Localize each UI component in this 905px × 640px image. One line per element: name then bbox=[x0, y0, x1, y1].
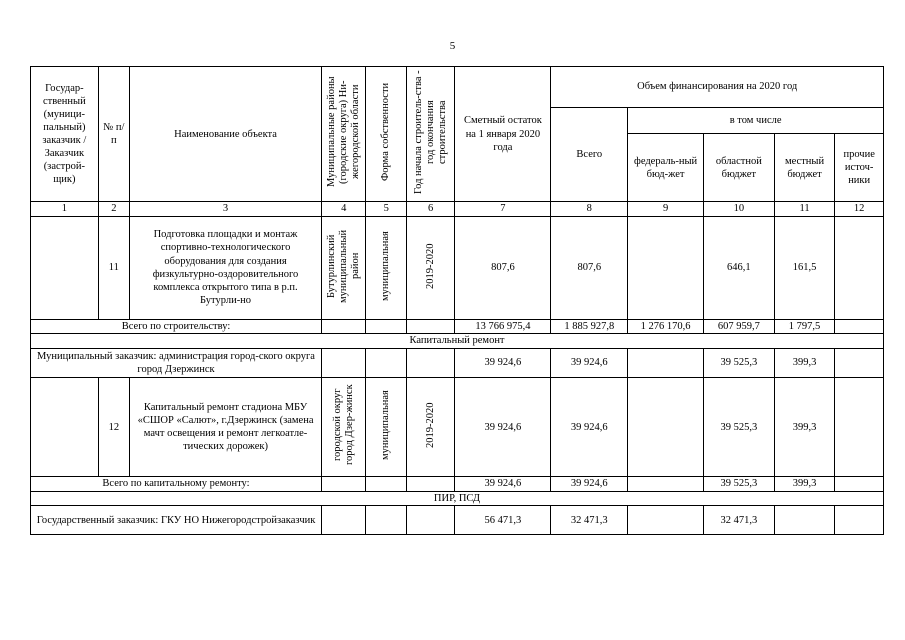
other-value bbox=[835, 378, 884, 477]
ownership: муниципальная bbox=[380, 230, 392, 301]
remaining-value: 39 924,6 bbox=[455, 477, 551, 492]
remaining-value: 13 766 975,4 bbox=[455, 319, 551, 334]
district: городской округ город Дзер-жинск bbox=[331, 384, 355, 466]
object-name: Капитальный ремонт стадиона МБУ «СШОР «Салют», г.Дзержинск (замена мачт освещения и ремонт легкоатле-тических дорожек) bbox=[130, 378, 322, 477]
empty-cell bbox=[628, 348, 704, 377]
regional-value: 39 525,3 bbox=[703, 378, 774, 477]
section-row bbox=[31, 491, 884, 506]
header-years-cell bbox=[406, 67, 455, 202]
row-number: 11 bbox=[98, 216, 129, 319]
header-customer: Государ-ственный (муници-пальный) заказчик / Заказчик (застрой-щик) bbox=[31, 67, 99, 202]
total-value: 32 471,3 bbox=[551, 506, 628, 535]
header-other: прочие источ-ники bbox=[835, 134, 884, 202]
header-total: Всего bbox=[551, 108, 628, 202]
regional-value: 39 525,3 bbox=[703, 348, 774, 377]
empty-cell bbox=[366, 319, 406, 334]
ownership-cell bbox=[366, 216, 406, 319]
empty-cell bbox=[366, 477, 406, 492]
col-number: 11 bbox=[774, 202, 835, 217]
district-cell bbox=[322, 216, 366, 319]
header-local: местный бюджет bbox=[774, 134, 835, 202]
header-federal: федераль-ный бюд-жет bbox=[628, 134, 704, 202]
local-value: 399,3 bbox=[774, 477, 835, 492]
ownership: муниципальная bbox=[380, 390, 392, 461]
total-label: Всего по строительству: bbox=[31, 319, 322, 334]
empty-cell bbox=[322, 477, 366, 492]
federal-value bbox=[628, 378, 704, 477]
local-value: 399,3 bbox=[774, 378, 835, 477]
regional-value: 607 959,7 bbox=[703, 319, 774, 334]
header-object-name: Наименование объекта bbox=[130, 67, 322, 202]
regional-value: 39 525,3 bbox=[703, 477, 774, 492]
federal-value bbox=[628, 477, 704, 492]
total-value: 1 885 927,8 bbox=[551, 319, 628, 334]
district: Бутурлинский муниципальный район bbox=[325, 229, 361, 303]
empty-cell bbox=[366, 348, 406, 377]
ownership-cell bbox=[366, 378, 406, 477]
header-regional: областной бюджет bbox=[703, 134, 774, 202]
header-district-cell bbox=[322, 67, 366, 202]
remaining-value: 39 924,6 bbox=[455, 348, 551, 377]
total-value: 39 924,6 bbox=[551, 348, 628, 377]
local-value: 161,5 bbox=[774, 216, 835, 319]
table-row bbox=[31, 378, 884, 477]
col-number: 6 bbox=[406, 202, 455, 217]
section-row bbox=[31, 334, 884, 349]
col-number: 2 bbox=[98, 202, 129, 217]
page-number: 5 bbox=[449, 40, 456, 52]
other-value bbox=[835, 216, 884, 319]
customer-row bbox=[31, 506, 884, 535]
table-row bbox=[31, 216, 884, 319]
header-years: Год начала строитель-ства - год окончания строительства bbox=[412, 70, 448, 194]
col-number: 1 bbox=[31, 202, 99, 217]
total-value: 39 924,6 bbox=[551, 477, 628, 492]
col-number: 3 bbox=[130, 202, 322, 217]
header-ownership-cell bbox=[366, 67, 406, 202]
other-value bbox=[835, 319, 884, 334]
col-number: 8 bbox=[551, 202, 628, 217]
federal-value: 1 276 170,6 bbox=[628, 319, 704, 334]
header-funding: Объем финансирования на 2020 год bbox=[551, 67, 884, 108]
years-cell bbox=[406, 216, 455, 319]
header-district: Муниципальные районы (городские округа) Ни-жегородской области bbox=[325, 76, 361, 188]
regional-value: 32 471,3 bbox=[703, 506, 774, 535]
empty-cell bbox=[322, 319, 366, 334]
col-number: 5 bbox=[366, 202, 406, 217]
total-value: 807,6 bbox=[551, 216, 628, 319]
district-cell bbox=[322, 378, 366, 477]
empty-cell bbox=[835, 506, 884, 535]
empty-cell bbox=[835, 348, 884, 377]
years: 2019-2020 bbox=[424, 402, 436, 448]
col-number: 9 bbox=[628, 202, 704, 217]
local-value: 399,3 bbox=[774, 348, 835, 377]
row-number: 12 bbox=[98, 378, 129, 477]
column-numbers-row bbox=[31, 202, 884, 217]
header-remaining: Сметный остаток на 1 января 2020 года bbox=[455, 67, 551, 202]
empty-cell bbox=[406, 319, 455, 334]
section-title: ПИР, ПСД bbox=[31, 491, 884, 506]
empty-cell bbox=[322, 348, 366, 377]
years: 2019-2020 bbox=[424, 242, 436, 289]
empty-cell bbox=[406, 477, 455, 492]
section-title: Капитальный ремонт bbox=[31, 334, 884, 349]
remaining-value: 39 924,6 bbox=[455, 378, 551, 477]
col-number: 7 bbox=[455, 202, 551, 217]
object-name: Подготовка площадки и монтаж спортивно-технологического оборудования для создания физкультурно-оздоровительного комплекса открытого типа в р.п. Бутурли-но bbox=[130, 216, 322, 319]
years-cell bbox=[406, 378, 455, 477]
customer-label: Государственный заказчик: ГКУ НО Нижегородстройзаказчик bbox=[31, 506, 322, 535]
customer-row bbox=[31, 348, 884, 377]
total-row bbox=[31, 319, 884, 334]
regional-value: 646,1 bbox=[703, 216, 774, 319]
total-label: Всего по капитальному ремонту: bbox=[31, 477, 322, 492]
col-number: 4 bbox=[322, 202, 366, 217]
header-row bbox=[31, 67, 884, 108]
local-value: 1 797,5 bbox=[774, 319, 835, 334]
other-value bbox=[835, 477, 884, 492]
financing-table bbox=[30, 66, 884, 535]
header-including: в том числе bbox=[628, 108, 884, 134]
remaining-value: 56 471,3 bbox=[455, 506, 551, 535]
empty-cell bbox=[406, 506, 455, 535]
customer-cell bbox=[31, 216, 99, 319]
customer-label: Муниципальный заказчик: администрация город-ского округа город Дзержинск bbox=[31, 348, 322, 377]
empty-cell bbox=[406, 348, 455, 377]
empty-cell bbox=[366, 506, 406, 535]
col-number: 12 bbox=[835, 202, 884, 217]
customer-cell bbox=[31, 378, 99, 477]
header-ownership: Форма собственности bbox=[380, 82, 392, 182]
total-value: 39 924,6 bbox=[551, 378, 628, 477]
remaining-value: 807,6 bbox=[455, 216, 551, 319]
col-number: 10 bbox=[703, 202, 774, 217]
total-row bbox=[31, 477, 884, 492]
empty-cell bbox=[628, 506, 704, 535]
empty-cell bbox=[322, 506, 366, 535]
empty-cell bbox=[774, 506, 835, 535]
federal-value bbox=[628, 216, 704, 319]
header-number: № п/п bbox=[98, 67, 129, 202]
